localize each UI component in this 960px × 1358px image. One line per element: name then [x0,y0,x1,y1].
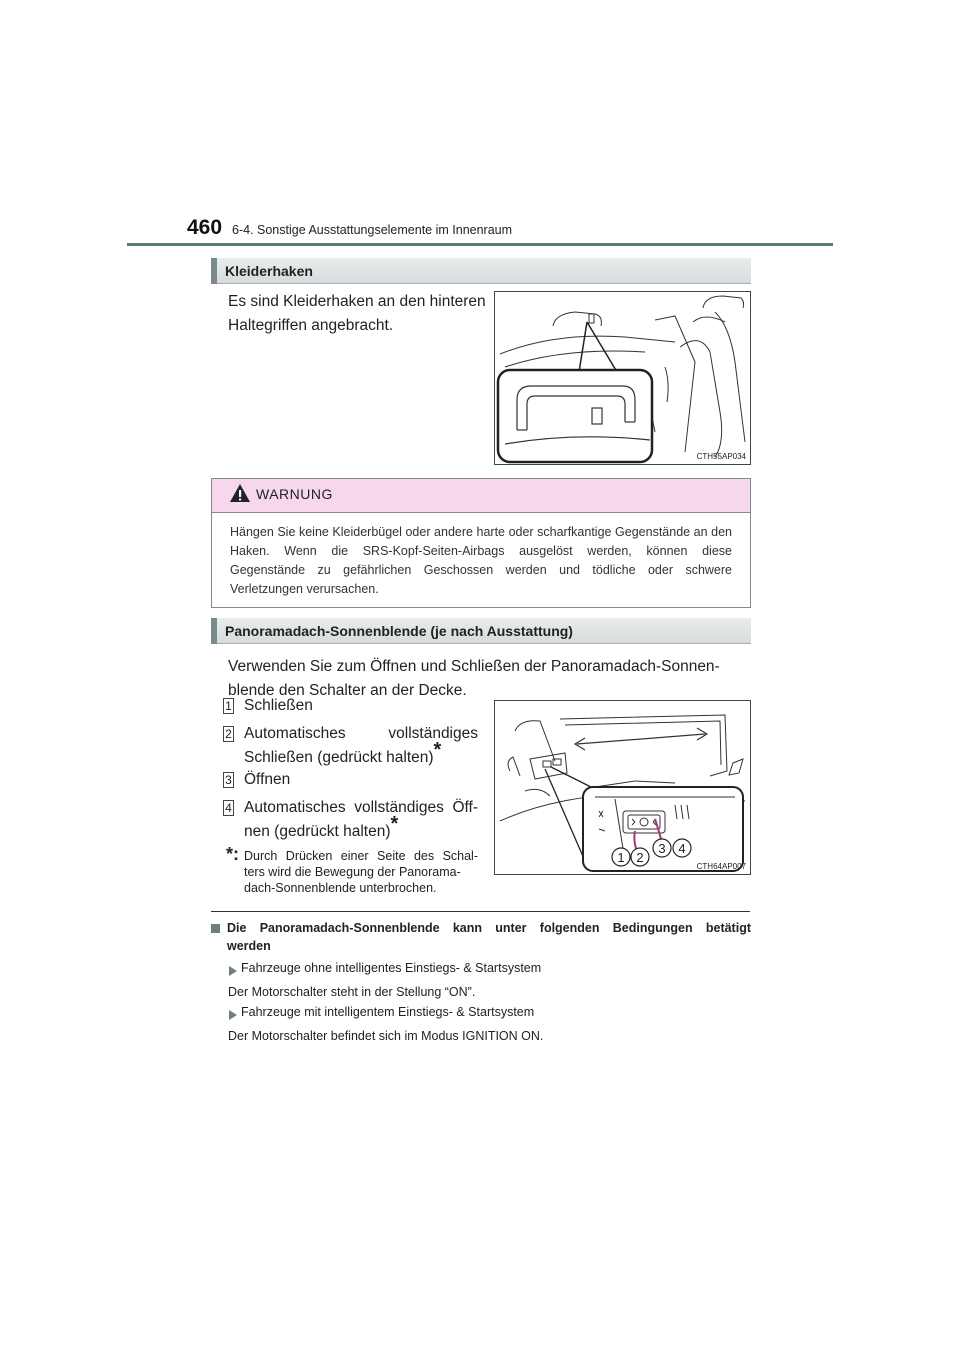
warning-header [212,479,750,513]
list-item-4-line2-text: nen (gedrückt halten) [244,823,391,840]
callout-2: 2 [636,850,644,865]
condition-bullet-1: Fahrzeuge ohne intelligentes Einstiegs- & Startsystem [241,961,542,975]
callout-4: 4 [678,841,686,856]
panorama-intro-line1: Verwenden Sie zum Öffnen und Schließen der Panoramadach-Sonnen- [228,658,720,675]
arrow-bullet-icon [229,963,237,981]
page-number: 460 [187,216,223,239]
footnote-marker: *: [226,844,239,864]
header-rule [127,243,833,246]
list-number-2: 2 [223,726,234,742]
condition-bullet-2: Fahrzeuge mit intelligentem Einstiegs- & Startsystem [241,1005,535,1019]
warning-box [211,478,751,608]
conditions-title-line2: werden [227,939,271,953]
coat-hook-figure [494,291,751,465]
panorama-title: Panoramadach-Sonnenblende (je nach Ausstattung) [225,623,573,639]
conditions-rule [211,911,750,912]
list-item-4-line1: Automatisches vollständiges Öff- [244,799,478,816]
kleiderhaken-text-line1: Es sind Kleiderhaken an den hinteren [228,293,486,310]
list-item-1: Schließen [244,697,313,714]
callout-3: 3 [658,841,666,856]
list-item-2-line2 [244,738,442,770]
warning-title: WARNUNG [256,486,333,502]
coat-hook-illustration [495,292,750,464]
conditions-title-line1: Die Panoramadach-Sonnenblende kann unter folgenden Bedingungen betätigt [227,921,751,935]
list-item-4-line2 [244,812,399,844]
condition-text-2: Der Motorschalter befindet sich im Modus IGNITION ON. [228,1029,544,1043]
sunshade-figure-code: CTH64AP007 [696,862,746,871]
conditions-title [227,919,751,955]
list-item-2-line2-text: Schließen (gedrückt halten) [244,749,434,766]
footnote-line2: ters wird die Bewegung der Panorama- [244,865,461,879]
list-number-1: 1 [223,698,234,714]
section-heading: 6-4. Sonstige Ausstattungselemente im Innenraum [232,223,513,237]
warning-icon [229,483,251,503]
asterisk-marker: * [390,812,399,835]
asterisk-marker: * [433,738,442,761]
footnote-line1: Durch Drücken einer Seite des Schal- [244,849,478,863]
footnote [244,848,478,896]
kleiderhaken-title-bar [211,258,751,284]
warning-text: Hängen Sie keine Kleiderbügel oder andere harte oder scharfkantige Gegenstände an den Haken. Wenn die SRS-Kopf-Seiten-Airbags ausgelöst werden, können diese Gegenstände zu gefährlichen Geschossen werden und tödliche oder schwere Verletzungen verursachen. [230,525,732,596]
footnote-line3: dach-Sonnenblende unterbrochen. [244,881,437,895]
kleiderhaken-text-line2: Haltegriffen angebracht. [228,317,394,334]
sunshade-switch-figure [494,700,751,875]
list-number-4: 4 [223,800,234,816]
arrow-bullet-icon [229,1007,237,1025]
coat-hook-figure-code: CTH55AP034 [696,452,746,461]
square-bullet-icon [211,922,223,934]
panorama-intro-line2: blende den Schalter an der Decke. [228,682,467,699]
list-number-3: 3 [223,772,234,788]
list-item-2-line1: Automatisches vollständiges [244,725,478,742]
sunshade-switch-illustration [495,701,750,874]
callout-1: 1 [617,850,625,865]
panorama-title-bar [211,618,751,644]
kleiderhaken-title: Kleiderhaken [225,263,313,279]
kleiderhaken-text [228,290,486,338]
condition-text-1: Der Motorschalter steht in der Stellung “ON”. [228,985,476,999]
list-item-3: Öffnen [244,771,291,788]
